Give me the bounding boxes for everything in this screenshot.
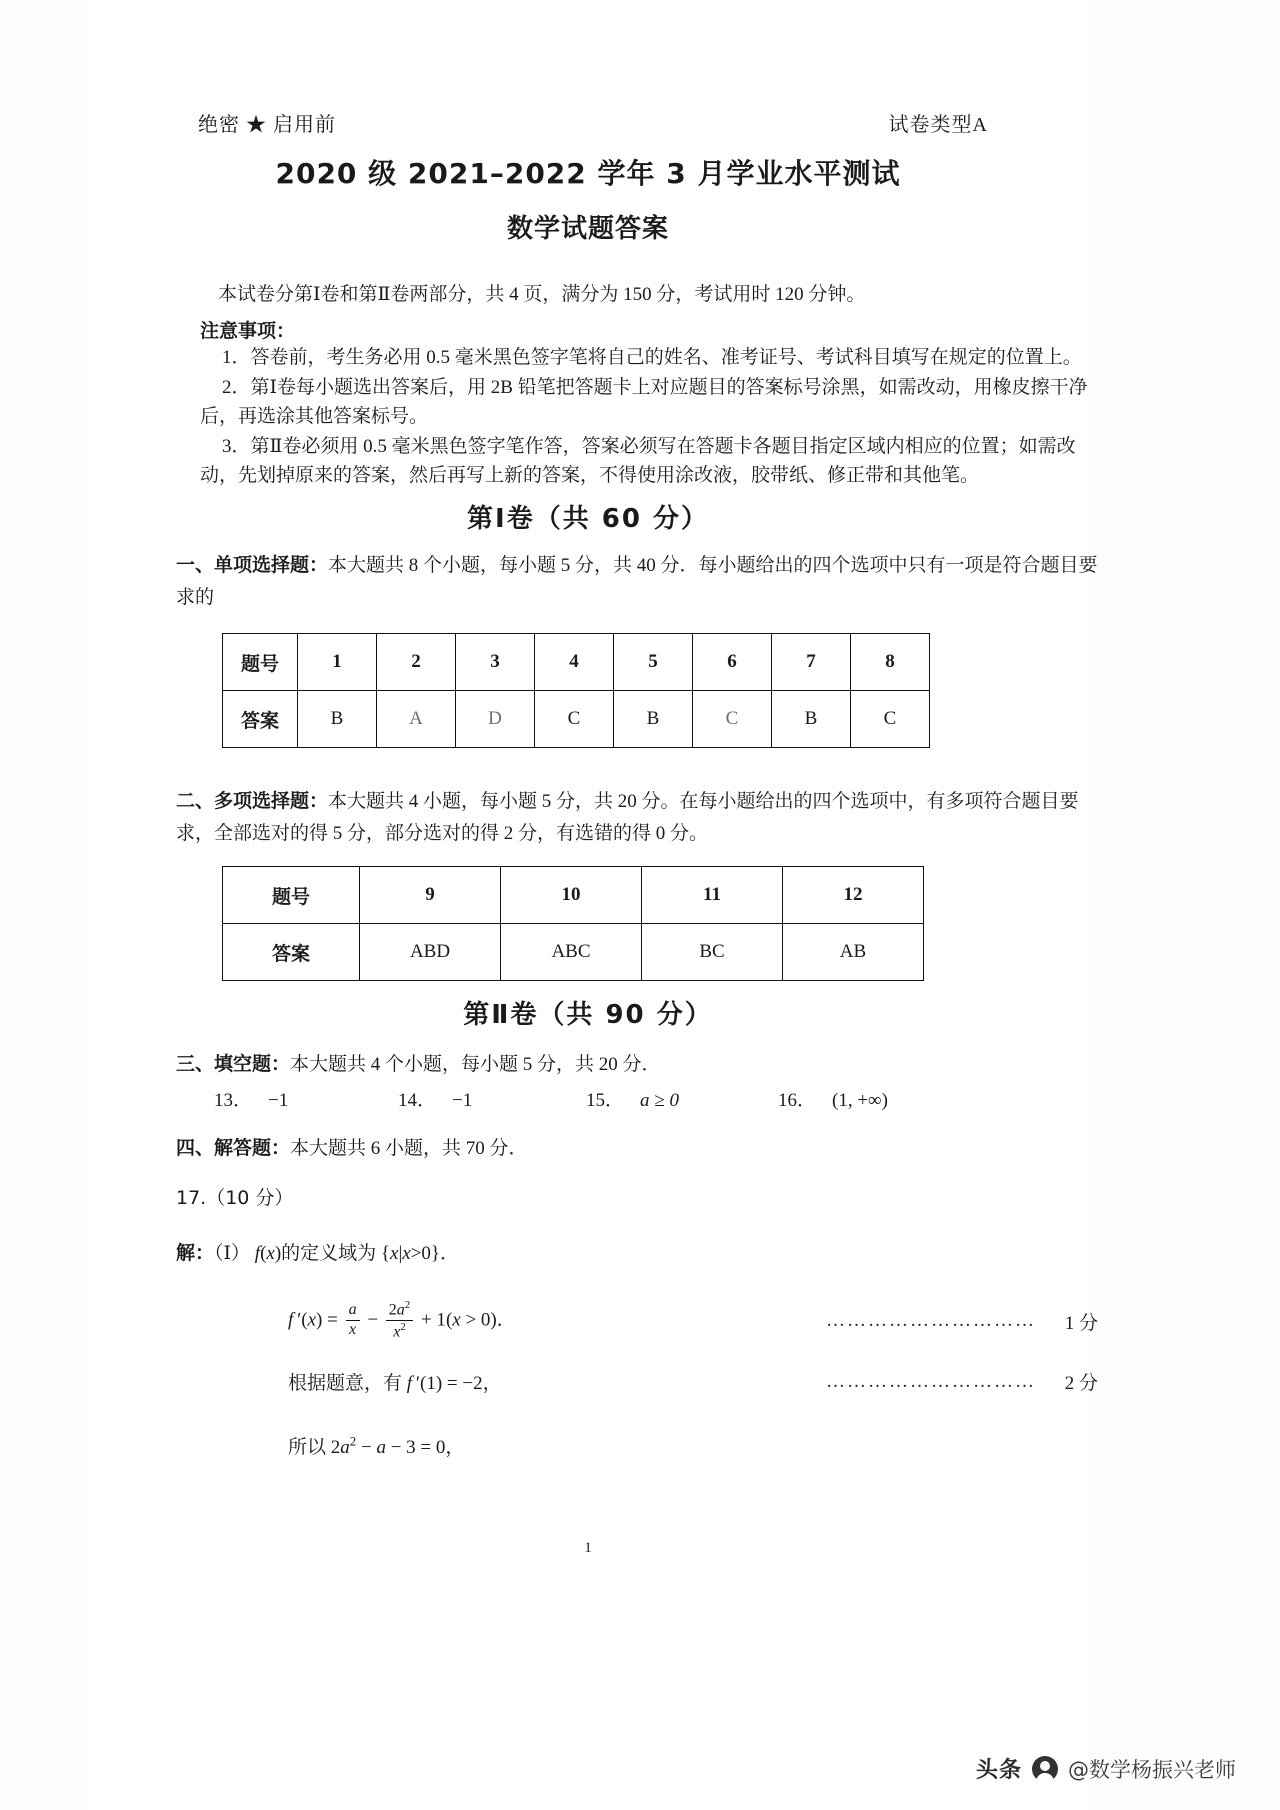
paper-type-label: 试卷类型A [888, 114, 988, 136]
blank-value: (1, +∞) [832, 1090, 888, 1111]
step-1-dots: ………………………… [826, 1310, 1036, 1332]
table-row-numbers [223, 867, 924, 924]
problem-17-number: 17.（10 分） [176, 1187, 294, 1209]
notice-list [200, 343, 1110, 491]
solve-lead-rest: 本大题共 6 小题，共 70 分． [290, 1138, 528, 1159]
function-expression: f [254, 1243, 261, 1264]
set-var-x2: x [402, 1243, 411, 1264]
answer-cell: A [377, 691, 456, 748]
watermark [976, 1753, 1236, 1784]
blank-answer-14 [398, 1085, 472, 1112]
row-header-number: 题号 [223, 867, 360, 924]
question-number-cell: 8 [851, 634, 930, 691]
question-number-cell: 5 [614, 634, 693, 691]
answer-cell: C [535, 691, 614, 748]
blank-number: 15． [586, 1090, 625, 1111]
blank-value: −1 [268, 1090, 289, 1111]
step-2-expression: 根据题意，有 f ′(1) = −2， [288, 1373, 502, 1394]
answer-cell: B [614, 691, 693, 748]
answer-cell: ABC [501, 924, 642, 981]
solve-lead-strong: 四、解答题： [176, 1137, 291, 1159]
fill-blank-lead-strong: 三、填空题： [176, 1053, 291, 1075]
secret-label: 绝密 ★ 启用前 [198, 114, 336, 136]
table-row-answers [223, 691, 930, 748]
step-3-expression: 所以 $2a^2 - a - 3 = 0$， [288, 1433, 465, 1458]
single-choice-lead-strong: 一、单项选择题： [176, 554, 329, 576]
blank-answer-16 [778, 1085, 888, 1112]
row-header-number: 题号 [223, 634, 298, 691]
table-row-answers [223, 924, 924, 981]
blank-answer-15 [586, 1085, 679, 1112]
step-2-dots: ………………………… [826, 1370, 1036, 1392]
problem-17-step-1 [288, 1300, 1098, 1342]
row-header-answer: 答案 [223, 691, 298, 748]
notice-heading: 注意事项： [200, 320, 296, 342]
domain-text: 的定义域为 { [281, 1243, 391, 1264]
question-number-cell: 9 [360, 867, 501, 924]
variable-x: x [266, 1243, 275, 1264]
table-row-numbers [223, 634, 930, 691]
notice-item: 1．答卷前，考生务必用 0.5 毫米黑色签字笔将自己的姓名、准考证号、考试科目填写在规定的位置上。 [222, 347, 1082, 368]
answer-table-single-choice [222, 633, 930, 748]
blank-value: −1 [452, 1090, 473, 1111]
paren-close: ) [274, 1243, 282, 1264]
notice-item: 3．第Ⅱ卷必须用 0.5 毫米黑色签字笔作答，答案必须写在答题卡各题目指定区域内相应的位置；如需改动，先划掉原来的答案，然后再写上新的答案，不得使用涂改液，胶带纸、修正带和其他笔。 [200, 436, 1076, 486]
multi-choice-lead-strong: 二、多项选择题： [176, 790, 329, 812]
answer-cell: BC [642, 924, 783, 981]
blank-value: a ≥ 0 [640, 1090, 679, 1111]
document-header [198, 108, 988, 137]
answer-cell: B [772, 691, 851, 748]
answer-cell: ABD [360, 924, 501, 981]
multi-choice-lead-rest: 本大题共 4 小题，每小题 5 分，共 20 分。在每小题给出的四个选项中，有多项符合题目要求，全部选对的得 5 分，部分选对的得 2 分，有选错的得 0 分。 [176, 791, 1079, 844]
step-1-mark: 1 分 [1064, 1312, 1098, 1334]
problem-17-solution-line [176, 1238, 459, 1265]
answer-table-multi-choice [222, 866, 924, 981]
question-number-cell: 12 [783, 867, 924, 924]
single-choice-lead-rest: 本大题共 8 个小题，每小题 5 分，共 40 分．每小题给出的四个选项中只有一项是符合题目要求的 [176, 555, 1098, 608]
question-number-cell: 11 [642, 867, 783, 924]
solve-lead [176, 1132, 1106, 1165]
watermark-author: @数学杨振兴老师 [1068, 1757, 1236, 1782]
question-number-cell: 4 [535, 634, 614, 691]
page-subtitle: 数学试题答案 [506, 214, 669, 244]
question-number-cell: 1 [298, 634, 377, 691]
blank-number: 14． [398, 1090, 437, 1111]
watermark-source: 头条 [975, 1758, 1022, 1783]
section-1-banner: 第Ⅰ卷（共 60 分） [467, 504, 709, 534]
step-2-mark: 2 分 [1064, 1373, 1098, 1394]
step-1-expression: f ′(x) = $\frac{a}{x}$ − $\frac{2a^2}{x^2}$ + 1(x > 0)． [288, 1299, 516, 1341]
question-number-cell: 7 [772, 634, 851, 691]
answer-cell: B [298, 691, 377, 748]
avatar [1032, 1756, 1058, 1782]
answer-cell: AB [783, 924, 924, 981]
blank-number: 16． [778, 1090, 817, 1111]
fill-blank-lead [176, 1048, 1106, 1081]
section-2-banner: 第Ⅱ卷（共 90 分） [463, 1000, 713, 1030]
blank-number: 13． [214, 1090, 253, 1111]
paren-open: ( [260, 1243, 267, 1264]
problem-17-step-3 [288, 1432, 1098, 1459]
answer-cell: C [693, 691, 772, 748]
question-number-cell: 2 [377, 634, 456, 691]
set-bar: | [398, 1243, 403, 1264]
page-number: 1 [584, 1540, 592, 1556]
paper-sheet [88, 0, 1098, 1810]
problem-17-step-2 [288, 1368, 1098, 1395]
set-var-x: x [390, 1243, 399, 1264]
fraction-2a2-over-x2: $\frac{2a^2}{x^2}$ [386, 1299, 413, 1341]
set-cond: >0}． [410, 1243, 460, 1264]
blank-answer-13 [214, 1085, 288, 1112]
question-number-cell: 10 [501, 867, 642, 924]
fill-blank-lead-rest: 本大题共 4 个小题，每小题 5 分，共 20 分． [290, 1054, 661, 1075]
question-number-cell: 3 [456, 634, 535, 691]
exam-summary-text: 本试卷分第Ⅰ卷和第Ⅱ卷两部分，共 4 页，满分为 150 分，考试用时 120 分钟。 [218, 284, 866, 305]
page-title: 2020 级 2021–2022 学年 3 月学业水平测试 [275, 157, 901, 190]
answer-cell: C [851, 691, 930, 748]
solution-label: 解： [176, 1242, 215, 1264]
answer-cell: D [456, 691, 535, 748]
part-label: （Ⅰ） [214, 1243, 251, 1264]
notice-item: 2．第Ⅰ卷每小题选出答案后，用 2B 铅笔把答题卡上对应题目的答案标号涂黑，如需改动，用橡皮擦干净后，再选涂其他答案标号。 [200, 377, 1088, 427]
row-header-answer: 答案 [223, 924, 360, 981]
single-choice-lead [176, 549, 1106, 614]
fraction-a-over-x: $\frac{a}{x}$ [346, 1301, 360, 1339]
multi-choice-lead [176, 785, 1106, 850]
question-number-cell: 6 [693, 634, 772, 691]
